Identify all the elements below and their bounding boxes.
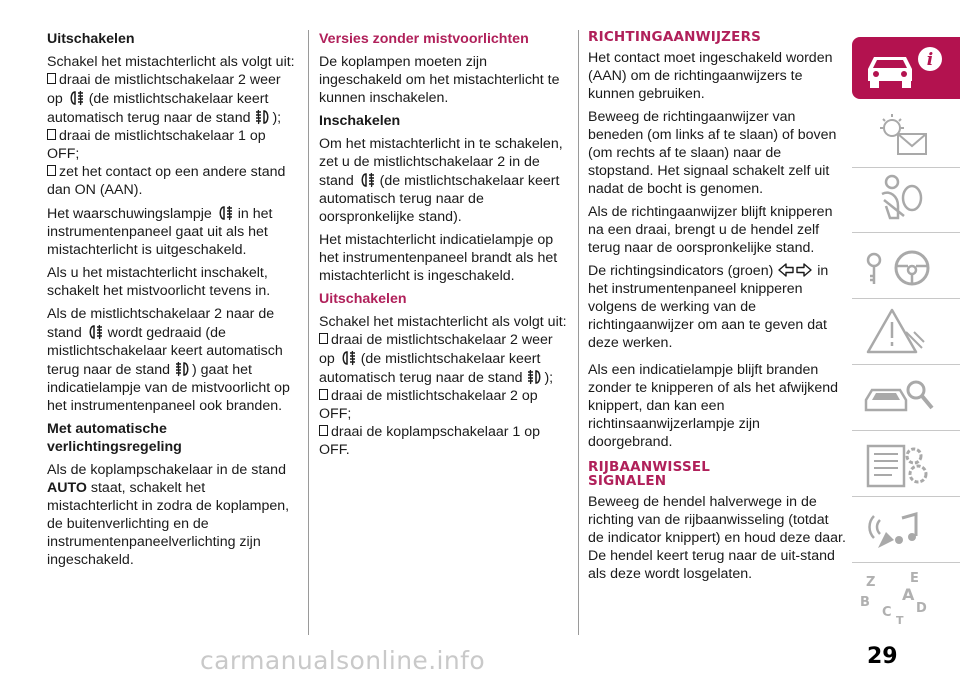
svg-text:B: B <box>860 595 870 610</box>
svg-text:C: C <box>882 605 892 620</box>
roadside-emergency-icon <box>852 302 960 364</box>
heading-rijbaanwissel: RIJBAANWISSEL SIGNALEN <box>588 459 711 489</box>
key-steering-icon <box>852 236 960 298</box>
svg-text:D: D <box>916 601 927 616</box>
chapter-sidebar <box>852 0 960 678</box>
tab-index[interactable] <box>852 566 960 628</box>
rear-fog-light-icon <box>216 204 234 222</box>
car-service-icon <box>852 368 960 430</box>
column-1 <box>47 30 297 574</box>
tab-safety[interactable] <box>852 170 960 232</box>
car-info-icon <box>852 37 960 99</box>
paragraph: Beweeg de hendel halverwege in de richting van de rijbaanwisseling (totdat de indicator knippert) en houd deze daar. De hendel keert terug naar de uit-stand als deze wordt losgelaten. <box>588 494 846 582</box>
list-item: draai de mistlichtschakelaar 2 weer op (de mistlichtschakelaar keert automatisch terug naar de stand ); <box>319 332 554 386</box>
tab-warning-lights[interactable] <box>852 104 960 166</box>
tab-separator <box>852 232 960 233</box>
rear-fog-light-icon <box>86 323 104 341</box>
multimedia-icon <box>852 500 960 562</box>
tab-separator <box>852 430 960 431</box>
svg-text:A: A <box>902 585 915 604</box>
column-divider <box>578 30 579 635</box>
paragraph: De richtingsindicators (groen) in het instrumentenpaneel knipperen volgens de werking van de richtingaanwijzer om aan te geven dat deze werken. <box>588 263 829 351</box>
paragraph: Het mistachterlicht indicatielampje op het instrumentenpaneel brandt als het mistachterlicht is ingeschakeld. <box>319 232 558 284</box>
tab-technical-data[interactable] <box>852 434 960 496</box>
checkbox-bullet-icon <box>47 129 56 140</box>
tab-emergency[interactable] <box>852 302 960 364</box>
tab-separator <box>852 167 960 168</box>
list-item: draai de mistlichtschakelaar 2 op OFF; <box>319 388 538 422</box>
heading-richtingaanwijzers: RICHTINGAANWIJZERS <box>588 29 762 45</box>
svg-text:i: i <box>926 50 934 70</box>
list-item: draai de mistlichtschakelaar 2 weer op (de mistlichtschakelaar keert automatisch terug naar de stand ); <box>47 72 282 126</box>
paragraph: Beweeg de richtingaanwijzer van beneden (om links af te slaan) of boven (om rechts af te slaan) naar de stopstand. Het signaal schakelt zelf uit nadat de bocht is genomen. <box>588 109 837 197</box>
paragraph: Schakel het mistachterlicht als volgt uit: <box>47 54 295 70</box>
checkbox-bullet-icon <box>47 165 56 176</box>
column-divider <box>308 30 309 635</box>
checkbox-bullet-icon <box>47 73 56 84</box>
heading-versions-without-fog: Versies zonder mistvoorlichten <box>319 31 529 47</box>
paragraph: Als u het mistachterlicht inschakelt, schakelt het mistvoorlicht tevens in. <box>47 265 271 299</box>
paragraph: Als de richtingaanwijzer blijft knipperen na een draai, brengt u de hendel zelf terug naar de oorspronkelijke stand. <box>588 204 833 256</box>
tab-separator <box>852 496 960 497</box>
checkbox-bullet-icon <box>319 425 328 436</box>
checkbox-bullet-icon <box>319 333 328 344</box>
airbag-seat-icon <box>852 170 960 232</box>
tab-separator <box>852 364 960 365</box>
specifications-icon <box>852 434 960 496</box>
page-number: 29 <box>867 644 898 669</box>
heading-inschakelen: Inschakelen <box>319 113 401 129</box>
rear-fog-light-icon <box>358 171 376 189</box>
front-fog-light-icon <box>526 368 544 386</box>
front-fog-light-icon <box>254 108 272 126</box>
column-3 <box>588 30 846 588</box>
list-item: zet het contact op een andere stand dan ON (AAN). <box>47 164 286 198</box>
paragraph: Schakel het mistachterlicht als volgt uit: <box>319 314 567 330</box>
paragraph: Als de koplampschakelaar in de stand AUTO staat, schakelt het mistachterlicht in zodra de koplampen, de buitenverlichting en de instrumentenpaneelverlichting zijn ingeschakeld. <box>47 462 290 568</box>
tab-separator <box>852 298 960 299</box>
svg-text:E: E <box>910 571 919 586</box>
turn-signal-arrows-icon <box>777 262 813 278</box>
paragraph: Het contact moet ingeschakeld worden (AAN) om de richtingaanwijzers te kunnen gebruiken. <box>588 50 833 102</box>
tab-maintenance[interactable] <box>852 368 960 430</box>
heading-automatic-lighting: Met automatische verlichtingsregeling <box>47 421 182 455</box>
heading-uitschakelen-2: Uitschakelen <box>319 291 407 307</box>
paragraph: Om het mistachterlicht in te schakelen, zet u de mistlichtschakelaar 2 in de stand (de mistlichtschakelaar keert automatisch terug naar de oorspronkelijke stand). <box>319 136 563 225</box>
index-icon <box>852 566 960 628</box>
paragraph: Als de mistlichtschakelaar 2 naar de stand wordt gedraaid (de mistlichtschakelaar keert automatisch terug naar de stand ) gaat het indicatielampje van de mistvoorlicht op het instrumentenpaneel ook branden. <box>47 306 290 414</box>
paragraph: De koplampen moeten zijn ingeschakeld om het mistachterlicht te kunnen inschakelen. <box>319 54 560 106</box>
rear-fog-light-icon <box>339 349 357 367</box>
column-2 <box>319 30 569 459</box>
paragraph: Als een indicatielampje blijft branden zonder te knipperen of als het afwijkend knippert, dan kan een richtinsaanwijzerlampje zijn doorgebrand. <box>588 362 839 450</box>
list-item: draai de mistlichtschakelaar 1 op OFF; <box>47 128 266 162</box>
checkbox-bullet-icon <box>319 389 328 400</box>
tab-starting-driving[interactable] <box>852 236 960 298</box>
list-item: draai de koplampschakelaar 1 op OFF. <box>319 424 541 458</box>
warning-lights-icon <box>852 104 960 166</box>
svg-text:Z: Z <box>866 575 876 590</box>
svg-text:T: T <box>896 614 904 627</box>
tab-getting-to-know-car[interactable] <box>852 37 960 99</box>
tab-separator <box>852 562 960 563</box>
front-fog-light-icon <box>174 360 192 378</box>
watermark: carmanualsonline.info <box>200 646 486 675</box>
heading-uitschakelen: Uitschakelen <box>47 31 135 47</box>
tab-multimedia[interactable] <box>852 500 960 562</box>
rear-fog-light-icon <box>67 89 85 107</box>
paragraph: Het waarschuwingslampje in het instrumentenpaneel gaat uit als het mistachterlicht is uitgeschakeld. <box>47 206 273 258</box>
